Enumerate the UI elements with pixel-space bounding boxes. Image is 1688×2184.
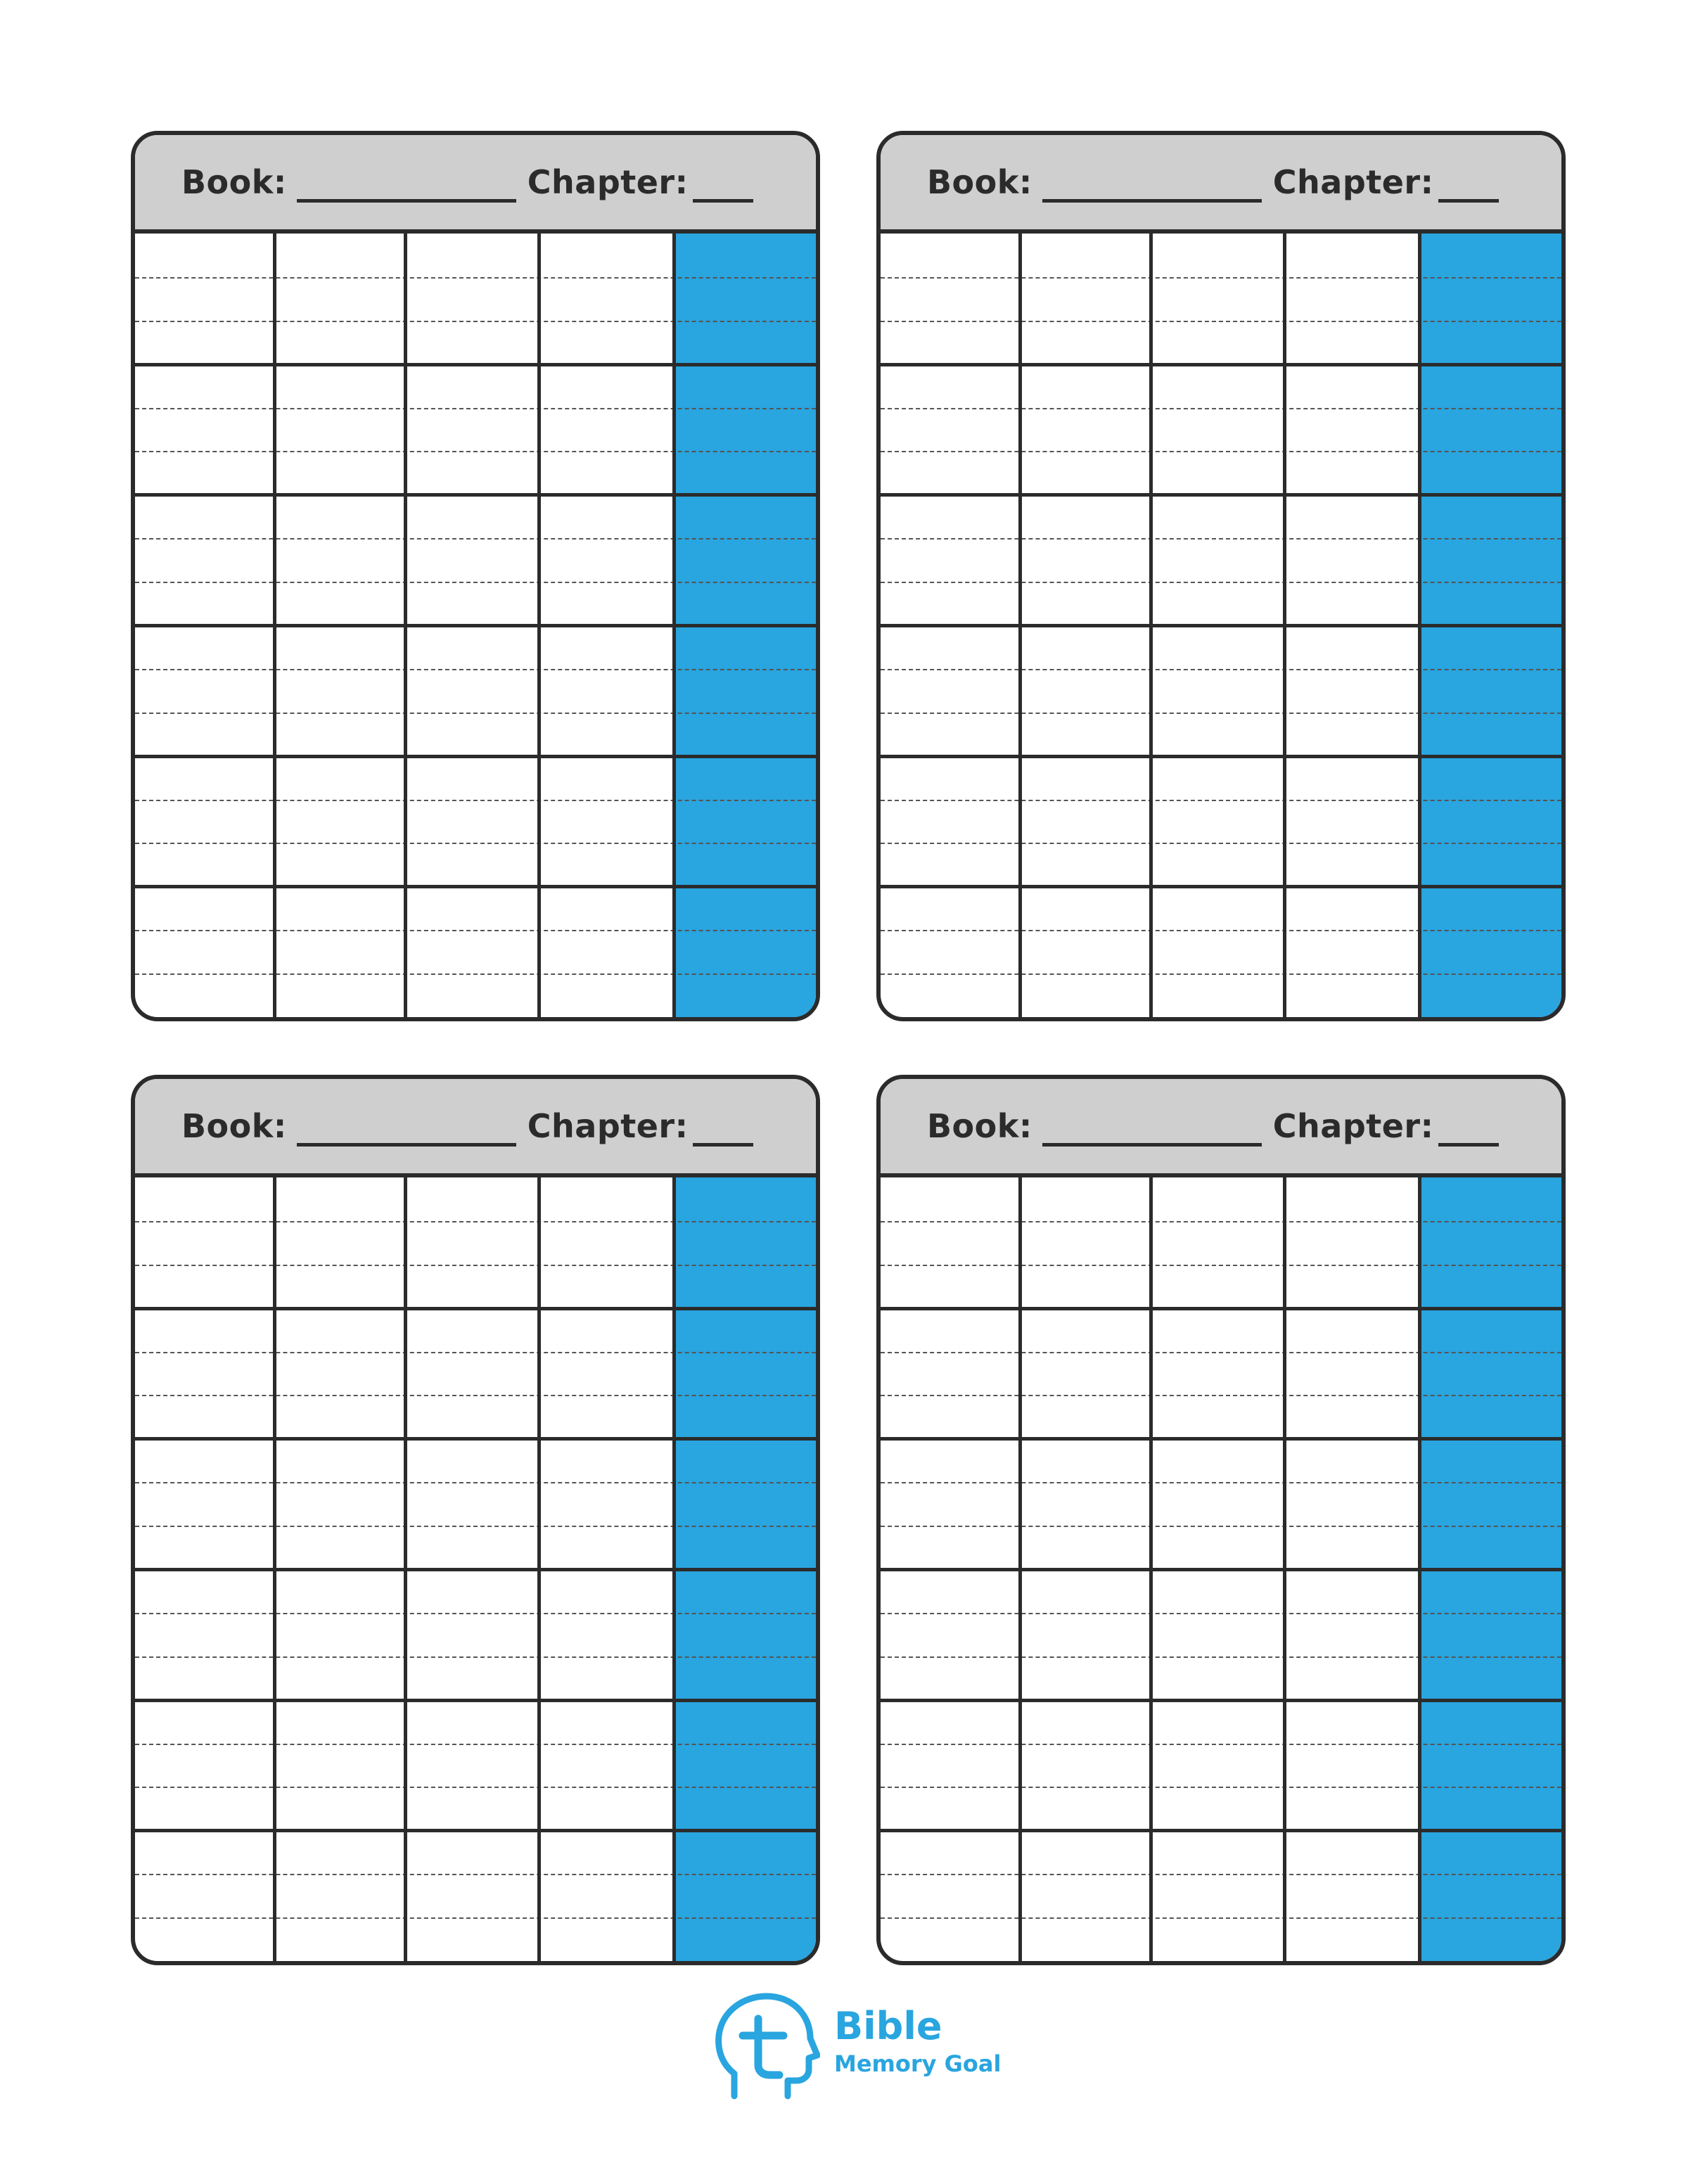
writing-guide-line: [881, 582, 1561, 583]
writing-guide-line: [135, 321, 816, 322]
verse-grid: [881, 234, 1561, 1017]
row-divider: [881, 624, 1561, 627]
book-blank[interactable]: [1042, 1115, 1262, 1147]
chapter-blank[interactable]: [693, 1115, 753, 1147]
column-divider: [404, 1177, 407, 1961]
column-divider: [672, 234, 676, 1017]
writing-guide-line: [135, 843, 816, 844]
chapter-label: Chapter:: [1272, 1107, 1434, 1145]
book-label: Book:: [181, 1107, 287, 1145]
writing-guide-line: [135, 669, 816, 670]
writing-guide-line: [135, 800, 816, 801]
writing-guide-line: [881, 1787, 1561, 1788]
writing-guide-line: [881, 800, 1561, 801]
writing-guide-line: [135, 408, 816, 409]
writing-guide-line: [881, 1613, 1561, 1614]
row-divider: [881, 493, 1561, 497]
chapter-blank[interactable]: [693, 171, 753, 203]
writing-guide-line: [135, 713, 816, 714]
chapter-blank[interactable]: [1438, 1115, 1499, 1147]
writing-guide-line: [135, 1482, 816, 1483]
verse-card-1: [131, 131, 820, 1021]
column-divider: [1418, 234, 1421, 1017]
row-divider: [881, 885, 1561, 888]
column-divider: [672, 1177, 676, 1961]
head-cross-icon: [715, 1991, 820, 2103]
writing-guide-line: [881, 1874, 1561, 1875]
writing-guide-line: [881, 1265, 1561, 1266]
column-divider: [1283, 1177, 1286, 1961]
writing-guide-line: [881, 973, 1561, 975]
writing-guide-line: [135, 973, 816, 975]
writing-guide-line: [881, 669, 1561, 670]
row-divider: [881, 1568, 1561, 1571]
row-divider: [135, 1699, 816, 1702]
row-divider: [135, 1307, 816, 1310]
writing-guide-line: [135, 1613, 816, 1614]
verse-grid: [135, 1177, 816, 1961]
writing-guide-line: [881, 1221, 1561, 1222]
column-divider: [273, 1177, 276, 1961]
writing-guide-line: [135, 1395, 816, 1396]
writing-guide-line: [881, 451, 1561, 452]
writing-guide-line: [881, 408, 1561, 409]
writing-guide-line: [135, 1787, 816, 1788]
row-divider: [881, 1699, 1561, 1702]
book-label: Book:: [181, 163, 287, 201]
book-blank[interactable]: [297, 171, 516, 203]
row-divider: [135, 1829, 816, 1832]
writing-guide-line: [881, 321, 1561, 322]
column-divider: [1018, 1177, 1022, 1961]
column-divider: [1149, 234, 1153, 1017]
logo: [715, 1991, 1010, 2103]
column-divider: [537, 234, 541, 1017]
writing-guide-line: [135, 1874, 816, 1875]
writing-guide-line: [881, 1352, 1561, 1353]
chapter-blank[interactable]: [1438, 171, 1499, 203]
writing-guide-line: [881, 1656, 1561, 1658]
card-header: [881, 135, 1561, 234]
row-divider: [135, 885, 816, 888]
writing-guide-line: [881, 843, 1561, 844]
writing-guide-line: [135, 1744, 816, 1745]
writing-guide-line: [135, 1656, 816, 1658]
writing-guide-line: [881, 277, 1561, 279]
writing-guide-line: [135, 1917, 816, 1919]
writing-guide-line: [881, 930, 1561, 931]
writing-guide-line: [881, 713, 1561, 714]
row-divider: [135, 624, 816, 627]
writing-guide-line: [135, 582, 816, 583]
writing-guide-line: [881, 538, 1561, 539]
verse-card-3: [131, 1075, 820, 1965]
writing-guide-line: [135, 538, 816, 539]
book-blank[interactable]: [1042, 171, 1262, 203]
column-divider: [1018, 234, 1022, 1017]
writing-guide-line: [135, 1221, 816, 1222]
writing-guide-line: [135, 451, 816, 452]
writing-guide-line: [135, 930, 816, 931]
chapter-label: Chapter:: [1272, 163, 1434, 201]
card-header: [135, 135, 816, 234]
writing-guide-line: [135, 1526, 816, 1527]
writing-guide-line: [135, 277, 816, 279]
column-divider: [1149, 1177, 1153, 1961]
row-divider: [881, 1307, 1561, 1310]
verse-grid: [881, 1177, 1561, 1961]
row-divider: [135, 1568, 816, 1571]
column-divider: [537, 1177, 541, 1961]
book-label: Book:: [927, 163, 1032, 201]
row-divider: [881, 1437, 1561, 1441]
logo-title: Bible: [834, 2004, 942, 2048]
writing-guide-line: [881, 1744, 1561, 1745]
column-divider: [1418, 1177, 1421, 1961]
card-header: [881, 1079, 1561, 1177]
row-divider: [135, 493, 816, 497]
row-divider: [135, 1437, 816, 1441]
row-divider: [881, 1829, 1561, 1832]
book-blank[interactable]: [297, 1115, 516, 1147]
column-divider: [273, 234, 276, 1017]
verse-card-4: [876, 1075, 1566, 1965]
writing-guide-line: [881, 1395, 1561, 1396]
row-divider: [135, 755, 816, 758]
card-header: [135, 1079, 816, 1177]
verse-card-2: [876, 131, 1566, 1021]
column-divider: [404, 234, 407, 1017]
row-divider: [135, 363, 816, 366]
verse-grid: [135, 234, 816, 1017]
column-divider: [1283, 234, 1286, 1017]
writing-guide-line: [881, 1917, 1561, 1919]
logo-subtitle: Memory Goal: [834, 2050, 1002, 2077]
row-divider: [881, 363, 1561, 366]
writing-guide-line: [135, 1265, 816, 1266]
writing-guide-line: [881, 1526, 1561, 1527]
row-divider: [881, 755, 1561, 758]
chapter-label: Chapter:: [527, 163, 689, 201]
writing-guide-line: [135, 1352, 816, 1353]
writing-guide-line: [881, 1482, 1561, 1483]
chapter-label: Chapter:: [527, 1107, 689, 1145]
book-label: Book:: [927, 1107, 1032, 1145]
